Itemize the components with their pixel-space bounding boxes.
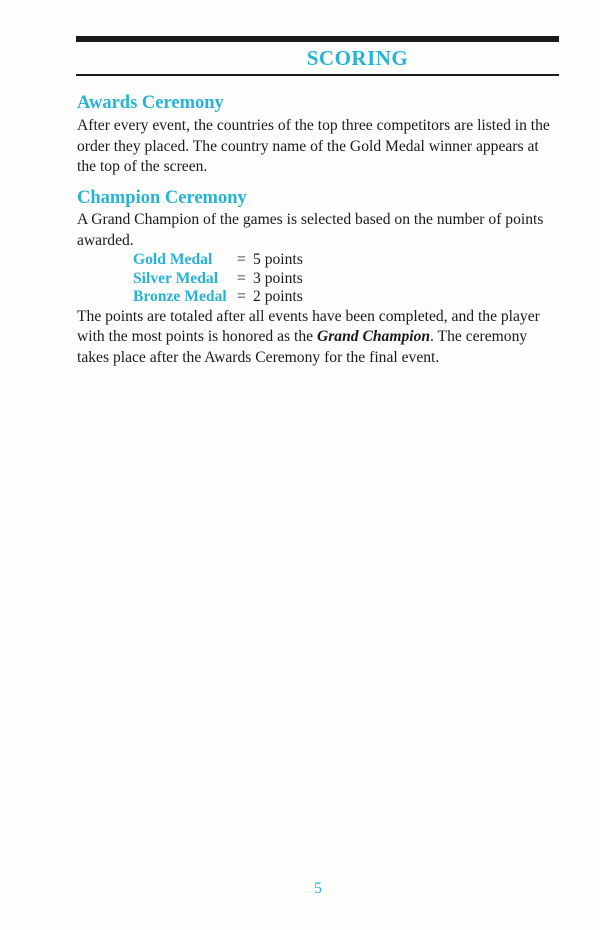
medal-name: Bronze Medal (133, 288, 227, 305)
medal-equals: = (237, 269, 246, 287)
champion-outro-line-1: The points are totaled after all events have been completed, and the player (77, 307, 540, 325)
medal-points: 3 points (253, 269, 303, 287)
page-title: SCORING (306, 46, 409, 70)
champion-intro-line-2: awarded. (77, 231, 134, 249)
awards-heading: Awards Ceremony (77, 93, 224, 113)
medal-name: Silver Medal (133, 269, 219, 287)
champion-outro-line-2-post: . The ceremony (430, 328, 528, 345)
medal-row-bronze (133, 288, 303, 307)
medal-name: Gold Medal (133, 251, 213, 268)
medal-equals: = (237, 288, 246, 305)
champion-outro (77, 307, 562, 369)
medal-points-table (133, 251, 303, 307)
champion-intro (77, 210, 562, 251)
awards-line-2: order they placed. The country name of the Gold Medal winner appears at (77, 137, 539, 155)
grand-champion-emphasis: Grand Champion (316, 328, 431, 345)
awards-line-3: the top of the screen. (77, 158, 208, 175)
champion-intro-line-1: A Grand Champion of the games is selected based on the number of points (77, 211, 544, 228)
medal-equals: = (237, 251, 246, 268)
awards-section (77, 92, 562, 178)
champion-section (77, 187, 562, 368)
champion-outro-line-2-pre: with the most points is honored as the (77, 328, 317, 345)
medal-row-gold (133, 251, 303, 270)
header-rule-top (76, 36, 559, 42)
medal-row-silver (133, 270, 303, 289)
awards-line-1: After every event, the countries of the top three competitors are listed in the (77, 117, 550, 134)
header-rule-bottom (76, 74, 559, 76)
champion-outro-line-3: takes place after the Awards Ceremony for the final event. (77, 348, 440, 366)
page-number: 5 (314, 880, 322, 897)
awards-paragraph (77, 116, 562, 178)
medal-points: 5 points (253, 251, 303, 268)
medal-points: 2 points (253, 288, 303, 305)
champion-heading: Champion Ceremony (77, 188, 247, 208)
